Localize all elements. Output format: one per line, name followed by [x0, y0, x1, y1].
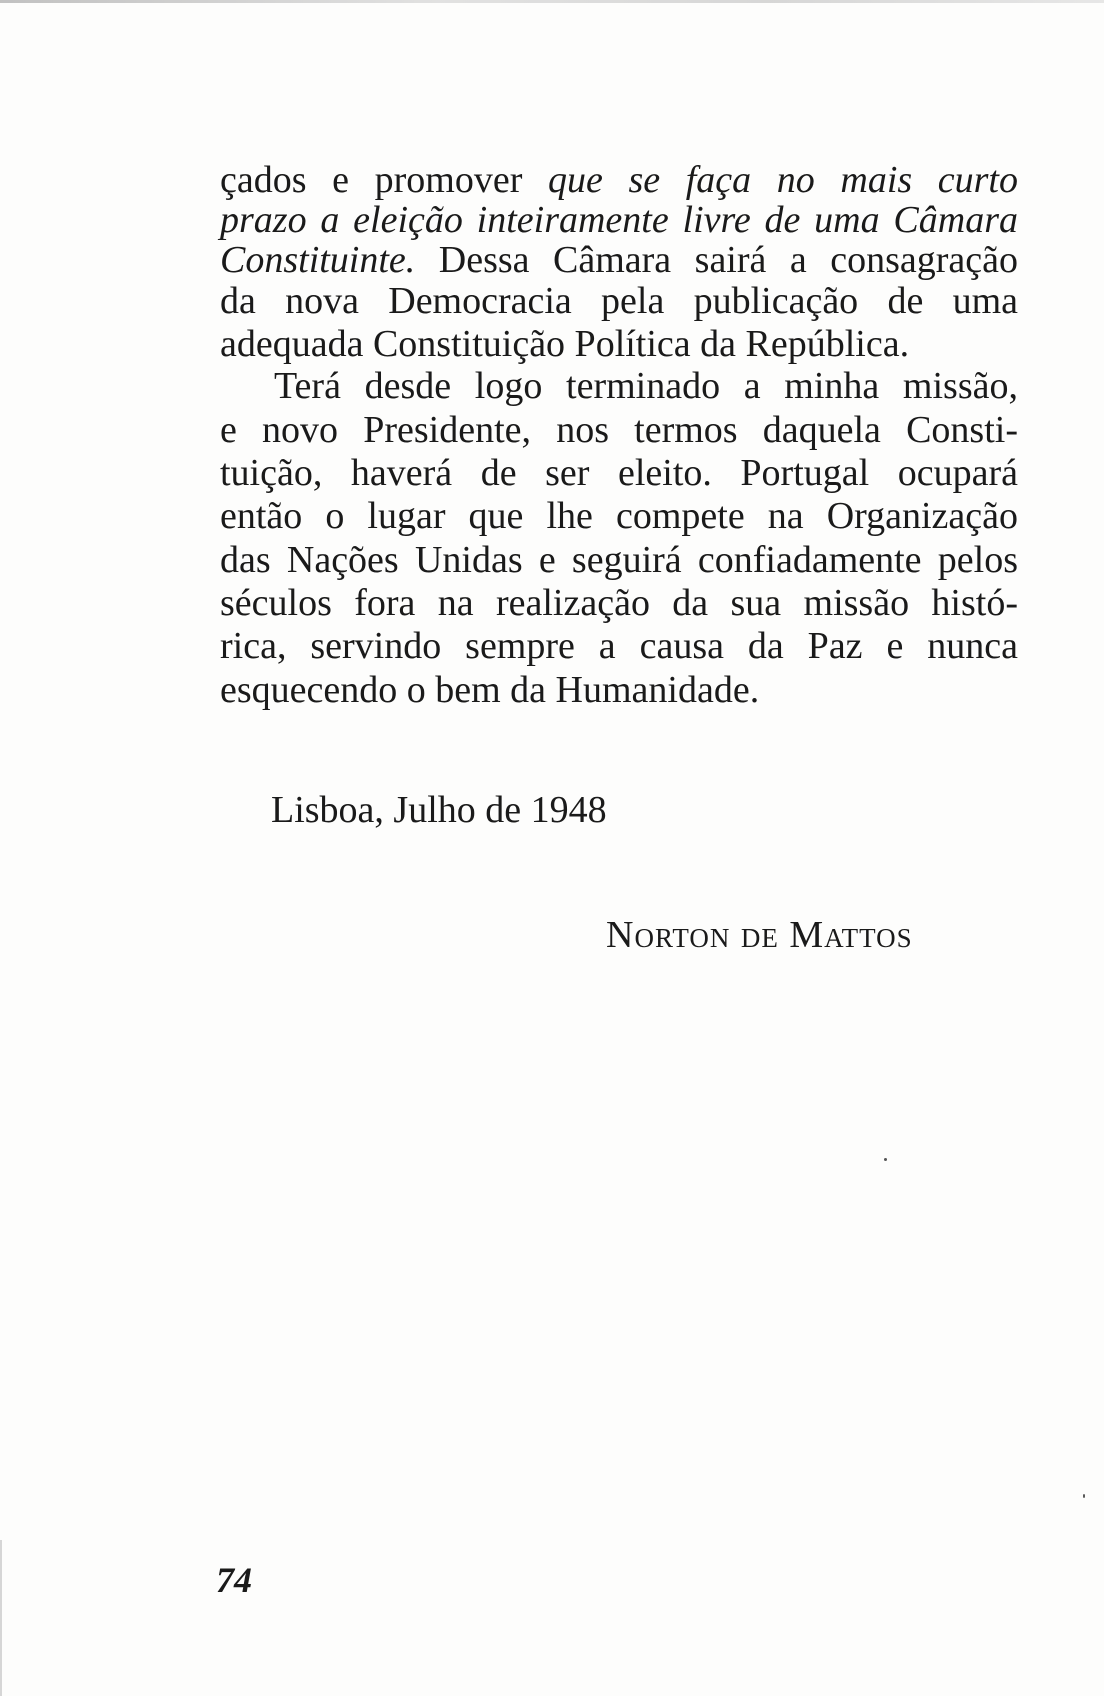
text-line-7: e novo Presidente, nos termos daquela Consti-: [220, 409, 1018, 451]
text-line-4: da nova Democracia pela publicação de uma: [220, 280, 1018, 322]
text-line-10: das Nações Unidas e seguirá confiadamente pelos: [220, 539, 1018, 581]
scan-speck: [1083, 1494, 1085, 1498]
text-line-13: esquecendo o bem da Humanidade.: [220, 669, 760, 711]
text-line-8: tuição, haverá de ser eleito. Portugal ocupará: [220, 452, 1018, 494]
text-line-12: rica, servindo sempre a causa da Paz e nunca: [220, 625, 1018, 667]
page-number: 74: [216, 1560, 252, 1600]
author-signature: Norton de Mattos: [606, 914, 913, 956]
text-line-6: Terá desde logo terminado a minha missão,: [274, 365, 1018, 407]
text-line-2: prazo a eleição inteiramente livre de uma Câmara: [220, 199, 1018, 241]
text-line-5: adequada Constituição Política da República.: [220, 323, 910, 365]
text-line-3: Constituinte. Dessa Câmara sairá a consagração: [220, 239, 1018, 281]
scan-speck: [884, 1158, 887, 1161]
text-line-9: então o lugar que lhe compete na Organização: [220, 495, 1018, 537]
scan-left-edge: [0, 1540, 2, 1696]
scan-top-edge: [0, 0, 1104, 3]
text-line-11: séculos fora na realização da sua missão histó-: [220, 582, 1018, 624]
date-line: Lisboa, Julho de 1948: [271, 789, 607, 831]
text-line-1: çados e promover que se faça no mais curto: [220, 159, 1018, 201]
